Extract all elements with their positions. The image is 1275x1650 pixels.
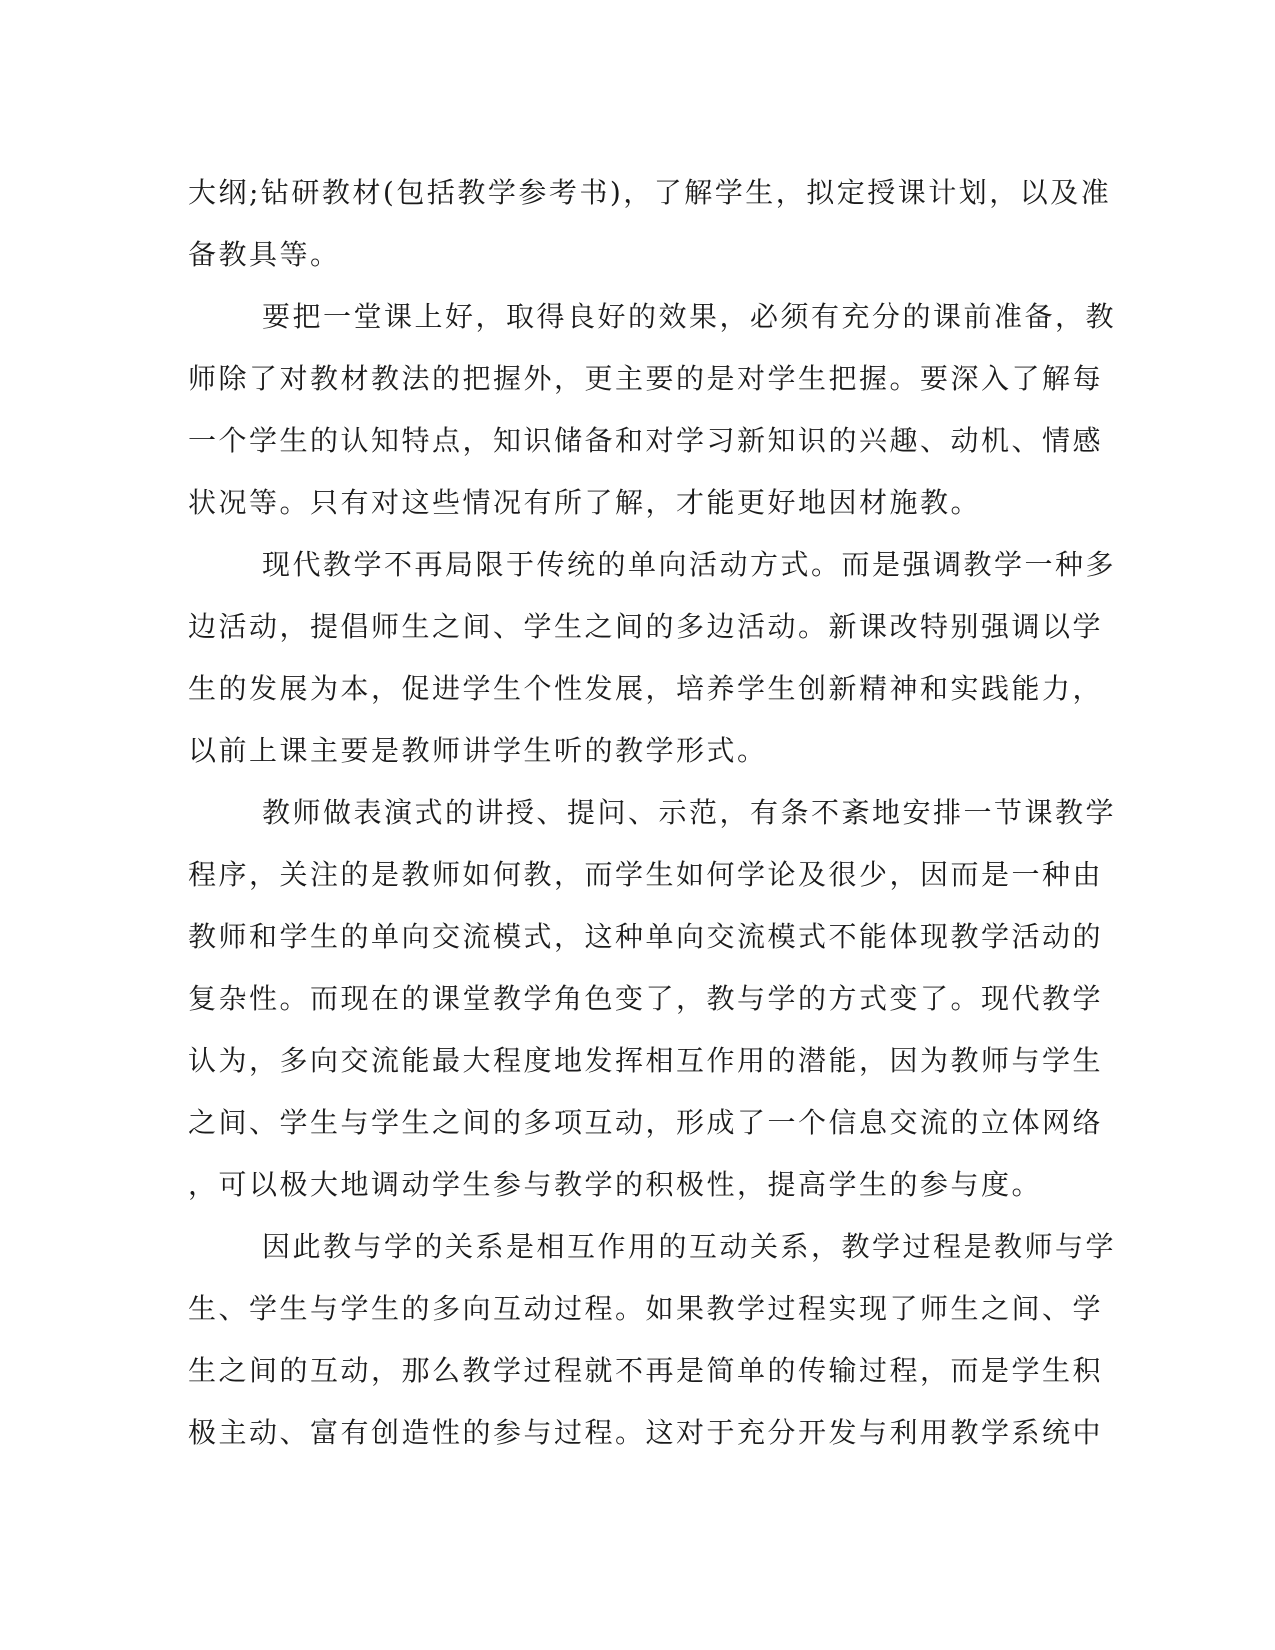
- text-line: 大纲;钻研教材(包括教学参考书)，了解学生，拟定授课计划，以及准: [188, 176, 1112, 209]
- text-line: 以前上课主要是教师讲学生听的教学形式。: [188, 734, 768, 767]
- paragraph-start-line: 教师做表演式的讲授、提问、示范，有条不紊地安排一节课教学: [262, 796, 1117, 829]
- paragraph-start-line: 要把一堂课上好，取得良好的效果，必须有充分的课前准备，教: [262, 300, 1117, 333]
- text-line: 认为，多向交流能最大程度地发挥相互作用的潜能，因为教师与学生: [188, 1044, 1104, 1077]
- text-line: 一个学生的认知特点，知识储备和对学习新知识的兴趣、动机、情感: [188, 424, 1104, 457]
- text-line: 师除了对教材教法的把握外，更主要的是对学生把握。要深入了解每: [188, 362, 1104, 395]
- body-text: [188, 162, 1117, 1464]
- text-line: 教师和学生的单向交流模式，这种单向交流模式不能体现教学活动的: [188, 920, 1104, 953]
- text-line: 边活动，提倡师生之间、学生之间的多边活动。新课改特别强调以学: [188, 610, 1104, 643]
- text-line: 极主动、富有创造性的参与过程。这对于充分开发与利用教学系统中: [188, 1416, 1104, 1449]
- text-line: 状况等。只有对这些情况有所了解，才能更好地因材施教。: [188, 486, 982, 519]
- text-line: 复杂性。而现在的课堂教学角色变了，教与学的方式变了。现代教学: [188, 982, 1104, 1015]
- text-line: 生的发展为本，促进学生个性发展，培养学生创新精神和实践能力，: [188, 672, 1104, 705]
- text-line: 之间、学生与学生之间的多项互动，形成了一个信息交流的立体网络: [188, 1106, 1104, 1139]
- text-line: 生之间的互动，那么教学过程就不再是简单的传输过程，而是学生积: [188, 1354, 1104, 1387]
- text-line: ，可以极大地调动学生参与教学的积极性，提高学生的参与度。: [188, 1168, 1043, 1201]
- paragraph-start-line: 现代教学不再局限于传统的单向活动方式。而是强调教学一种多: [262, 548, 1117, 581]
- paragraph-start-line: 因此教与学的关系是相互作用的互动关系，教学过程是教师与学: [262, 1230, 1117, 1263]
- text-line: 备教具等。: [188, 238, 341, 271]
- text-line: 程序，关注的是教师如何教，而学生如何学论及很少，因而是一种由: [188, 858, 1104, 891]
- text-line: 生、学生与学生的多向互动过程。如果教学过程实现了师生之间、学: [188, 1292, 1104, 1325]
